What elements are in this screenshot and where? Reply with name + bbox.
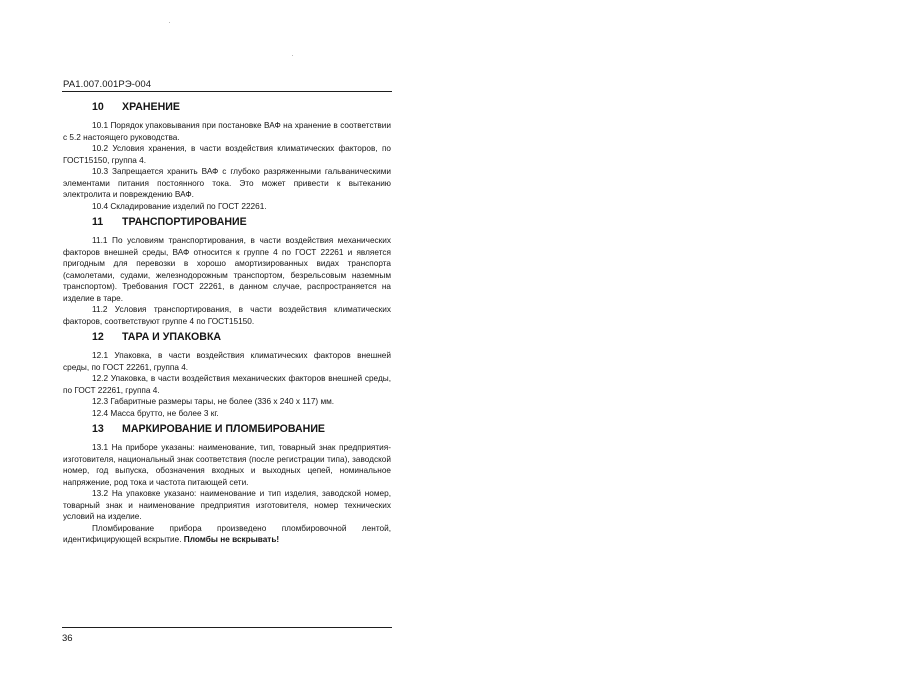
- header-rule: [62, 91, 392, 92]
- section-heading: [63, 331, 391, 344]
- scan-speck: [292, 55, 293, 56]
- footer-rule: [62, 627, 392, 628]
- section-marking-sealing: [63, 423, 391, 546]
- section-transportation: [63, 216, 391, 327]
- sealing-text: Пломбирование прибора произведено пломбировочной лентой, идентифицирующей вскрытие.: [63, 523, 391, 544]
- paragraph: 12.3 Габаритные размеры тары, не более (336 х 240 х 117) мм.: [92, 397, 335, 406]
- paragraph: 10.1 Порядок упаковывания при постановке ВАФ на хранение в соответствии с 5.2 настоящего руководства.: [63, 121, 391, 142]
- scan-speck: [169, 22, 170, 23]
- paragraph: 12.2 Упаковка, в части воздействия механических факторов внешней среды, по ГОСТ 22261, группа 4.: [63, 374, 391, 395]
- paragraph: 10.2 Условия хранения, в части воздействия климатических факторов, по ГОСТ15150, группа 4.: [63, 144, 391, 165]
- section-storage: [63, 101, 391, 212]
- paragraph: 12.4 Масса брутто, не более 3 кг.: [92, 408, 219, 418]
- section-number: 12: [92, 331, 104, 343]
- section-title: ТАРА И УПАКОВКА: [122, 331, 222, 343]
- section-title: ХРАНЕНИЕ: [122, 101, 180, 113]
- document-body: [63, 99, 391, 550]
- paragraph: [63, 523, 391, 546]
- section-number: 11: [92, 216, 104, 228]
- paragraph: 10.3 Запрещается хранить ВАФ с глубоко разряженными гальваническими элементами питания постоянного тока. Это может привести к вытеканию электролита и повреждению ВАФ.: [63, 167, 391, 199]
- section-number: 13: [92, 423, 104, 435]
- paragraph: 10.4 Складирование изделий по ГОСТ 22261.: [92, 201, 267, 211]
- paragraph: 11.1 По условиям транспортирования, в части воздействия механических факторов внешней среды, ВАФ относится к группе 4 по ГОСТ 22261 и является пригодным для перевозки в хорошо амортизированных видах транспорта (самолетами, судами, железнодорожным транспортом, безрельсовым наземным транспортом). Требования ГОСТ 22261, в данном случае, распространяется на изделие в таре.: [63, 236, 391, 303]
- section-heading: [63, 216, 391, 229]
- document-code: РА1.007.001РЭ-004: [63, 79, 152, 90]
- section-number: 10: [92, 101, 104, 113]
- section-title: МАРКИРОВАНИЕ И ПЛОМБИРОВАНИЕ: [122, 423, 326, 435]
- paragraph: 13.1 На приборе указаны: наименование, тип, товарный знак предприятия-изготовителя, национальный знак соответствия (после регистрации типа), заводской номер, год выпуска, обозначения входных и выходных цепей, номинальное напряжение, род тока и частота питающей сети.: [63, 443, 391, 487]
- paragraph: 11.2 Условия транспортирования, в части воздействия климатических факторов, соответствуют группе 4 по ГОСТ15150.: [63, 305, 391, 326]
- sealing-warning: Пломбы не вскрывать!: [183, 535, 280, 544]
- section-heading: [63, 101, 391, 114]
- section-heading: [63, 423, 391, 436]
- page-number: 36: [62, 633, 73, 644]
- section-packaging: [63, 331, 391, 419]
- section-title: ТРАНСПОРТИРОВАНИЕ: [122, 216, 247, 228]
- paragraph: 13.2 На упаковке указано: наименование и тип изделия, заводской номер, товарный знак и наименование предприятия изготовителя, номер технических условий на изделие.: [63, 489, 391, 521]
- paragraph: 12.1 Упаковка, в части воздействия климатических факторов внешней среды, по ГОСТ 22261, группа 4.: [63, 351, 391, 372]
